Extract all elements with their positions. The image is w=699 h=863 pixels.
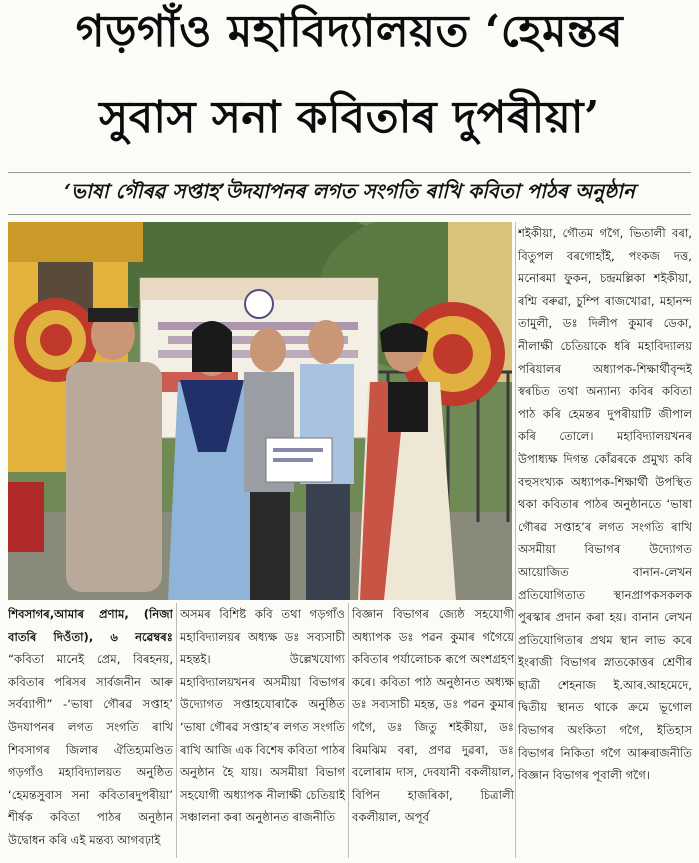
event-photo [8, 222, 512, 600]
headline-line-1: গড়গাঁও মহাবিদ্যালয়ত ‘হেমন্তৰ [75, 6, 624, 57]
article-subheadline: ‘ভাষা গৌৰৱ সপ্তাহ’উদযাপনৰ লগত সংগতি ৰাখি কবিতা পাঠৰ অনুষ্ঠান [64, 179, 635, 203]
column-2-text: অসমৰ বিশিষ্ট কবি তথা গড়গাঁও মহাবিদ্যালয়ৰ অধ্যক্ষ ডঃ সব্যসাচী মহন্তই। উল্লেখযোগ্য মহাবিদ্যালয়খনৰ অসমীয়া বিভাগৰ উদ্যোগত সপ্তাহযোৰাকৈ অনুষ্ঠিত ‘ভাষা গৌৰৱ সপ্তাহ’ৰ লগত সংগতি ৰাখি আজি এক বিশেষ কবিতা পাঠৰ অনুষ্ঠান হৈ যায়। অসমীয়া বিভাগ সহযোগী অধ্যাপক নীলাক্ষী চেতিয়াই সঞ্চালনা কৰা অনুষ্ঠানত ৰাজনীতি [180, 607, 345, 825]
headline-divider [8, 172, 691, 173]
subhead-divider [8, 214, 691, 215]
article-column-1 [8, 603, 173, 858]
column-1-text: “কবিতা মানেই প্ৰেম, বিৰহনয়, কবিতাৰ পৰিসৰ সাৰ্বজনীন আৰু সৰ্বব্যাপী” -‘ভাষা গৌৰৱ সপ্তাহ’ উদযাপনৰ লগত সংগতি ৰাখি শিবসাগৰ জিলাৰ ঐতিহ্যমণ্ডিত গড়গাঁও মহাবিদ্যালয়ত অনুষ্ঠিত ‘হেমন্তসুবাস সনা কবিতাৰদুপৰীয়া’ শীৰ্ষক কবিতা পাঠৰ অনুষ্ঠান উদ্বোধন কৰি এই মন্তব্য আগবঢ়াই [8, 652, 173, 847]
column-divider [515, 222, 516, 858]
column-divider [176, 603, 177, 858]
column-right-text: শইকীয়া, গৌতম গগৈ, ভিতালী বৰা, বিতুপল বৰগোহাঁই, পংকজ দত্ত, মনোৰমা ফুকন, চন্দ্ৰমল্লিকা শইকীয়া, ৰশ্মি বৰুৱা, চুম্পি ৰাজখোৱা, মহানন্দ তামুলী, ডঃ দিলীপ কুমাৰ ডেকা, নীলাক্ষী চেতিয়াকে ধৰি মহাবিদ্যালয় পৰিয়ালৰ অধ্যাপক-শিক্ষাৰ্থীবৃন্দই স্বৰচিত তথা অন্যান্য কবিৰ কবিতা পাঠ কৰি হেমন্তৰ দুপৰীয়াটি জীপাল কৰি তোলে। মহাবিদ্যালয়খনৰ উপাধ্যক্ষ দিগন্ত কোঁৱৰকে প্ৰমুখ্য কৰি বহুসংখ্যক অধ্যাপক-শিক্ষাৰ্থী উপস্থিত থকা কবিতাৰ পাঠৰ অনুষ্ঠানতে ‘ভাষা গৌৰৱ সপ্তাহ’ৰ লগত সংগতি ৰাখি অসমীয়া বিভাগৰ উদ্যোগত আয়োজিত বানান-লেখন প্ৰতিযোগিতাত স্থানপ্ৰাপকসকলক পুৰস্কাৰ প্ৰদান কৰা হয়। বানান লেখন প্ৰতিযোগিতাৰ প্ৰথম স্থান লাভ কৰে ইংৰাজী বিভাগৰ স্নাতকোত্তৰ শ্ৰেণীৰ ছাত্ৰী শেহনাজ ই.আৰ.আহমেদে, দ্বিতীয় স্থানত থাকে ক্ৰমে ভূগোল বিভাগৰ অংকিতা গগৈ, ইতিহাস বিভাগৰ নিকিতা গগৈ আৰুৰাজনীতি বিজ্ঞান বিভাগৰ পূবালী গগৈ। [518, 226, 692, 783]
article-column-2 [180, 603, 345, 858]
dateline: শিবসাগৰ,আমাৰ প্ৰণাম, (নিজা বাতৰি দিওঁতা), ৬ নৱেম্বৰঃ [8, 607, 173, 644]
article-headline [0, 4, 699, 146]
column-3-text: বিজ্ঞান বিভাগৰ জ্যেষ্ঠ সহযোগী অধ্যাপক ডঃ পৱন কুমাৰ গগৈয়ে কবিতাৰ পৰ্যালোচক ৰূপে অংশগ্ৰহণ কৰে। কবিতা পাঠ অনুষ্ঠানত অধ্যক্ষ ডঃ সব্যসাচী মহন্ত, ডঃ পৱন কুমাৰ গগৈ, ডঃ জিতু শইকীয়া, ডঃ ৰিমঝিম বৰা, প্ৰণৱ দুৱৰা, ডঃ বলোৰাম দাস, দেবযানী বকলীয়াল, বিপিন হাজৰিকা, চিত্ৰালী বকলীয়াল, অপূৰ্ব [352, 607, 514, 825]
headline-line-2: সুবাস সনা কবিতাৰ দুপৰীয়া’ [99, 92, 600, 143]
column-divider [348, 603, 349, 858]
article-column-3 [352, 603, 514, 858]
article-column-right [518, 222, 692, 858]
event-photo-illustration [8, 222, 512, 600]
